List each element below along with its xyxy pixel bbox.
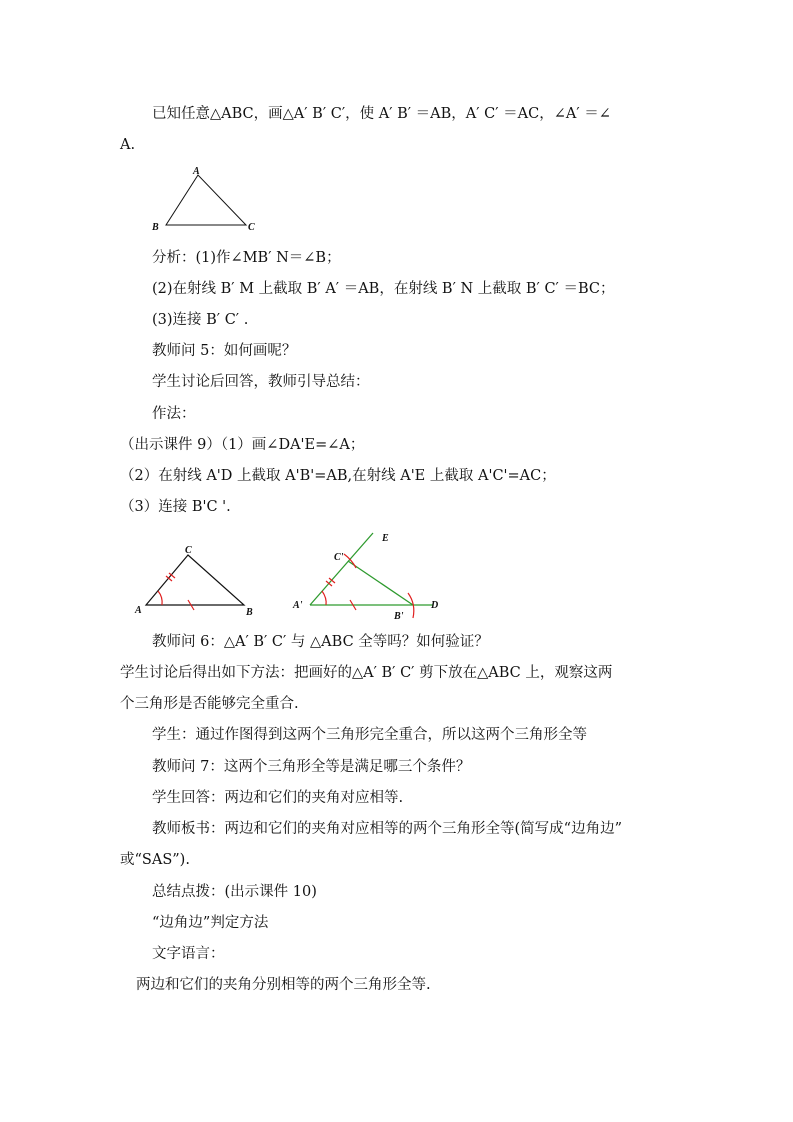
- text-line-20: 总结点拨：(出示课件 10): [152, 884, 317, 900]
- label-a: A: [193, 166, 200, 177]
- text-line-10: （2）在射线 A'D 上截取 A'B'=AB,在射线 A'E 上截取 A'C'=AC；: [120, 468, 556, 484]
- triangle-abc-figure: [148, 165, 268, 235]
- label-c: C: [248, 222, 255, 233]
- label-a: A: [135, 605, 142, 616]
- text-line-11: （3）连接 B'C '.: [120, 499, 231, 515]
- text-line-18: 教师板书：两边和它们的夹角对应相等的两个三角形全等(简写成“边角边”: [152, 821, 622, 837]
- text-line-23: 两边和它们的夹角分别相等的两个三角形全等.: [136, 977, 431, 993]
- segment-b-c: [348, 561, 413, 605]
- text-line-22: 文字语言：: [152, 946, 225, 962]
- text-line-7: 学生讨论后回答，教师引导总结：: [152, 374, 370, 390]
- text-line-13: 学生讨论后得出如下方法：把画好的△A′ B′ C′ 剪下放在△ABC 上，观察这两: [120, 665, 613, 681]
- text-line-5: (3)连接 B′ C′ .: [152, 312, 249, 328]
- text-line-3: 分析：(1)作∠MB′ N＝∠B；: [152, 250, 341, 266]
- text-line-4: (2)在射线 B′ M 上截取 B′ A′ ＝AB，在射线 B′ N 上截取 B′ C′ ＝BC；: [152, 281, 615, 297]
- label-b: B: [246, 607, 253, 618]
- triangle-a-b-c-prime-figure: [290, 528, 450, 623]
- triangle-abc-shape: [166, 175, 246, 225]
- text-line-15: 学生：通过作图得到这两个三角形完全重合，所以这两个三角形全等: [152, 727, 587, 743]
- label-b-prime: B': [394, 611, 404, 622]
- ray-ae: [310, 533, 373, 605]
- triangle-abc-marked-figure: [130, 540, 270, 620]
- text-line-2: A.: [120, 137, 136, 153]
- label-e: E: [382, 533, 389, 544]
- text-line-21: “边角边”判定方法: [152, 915, 269, 931]
- text-line-1: 已知任意△ABC，画△A′ B′ C′，使 A′ B′ ＝AB，A′ C′ ＝AC，∠A′ ＝∠: [152, 106, 611, 122]
- label-b: B: [152, 222, 159, 233]
- label-c: C: [185, 545, 192, 556]
- text-line-17: 学生回答：两边和它们的夹角对应相等.: [152, 790, 404, 806]
- text-line-8: 作法：: [152, 406, 196, 422]
- label-a-prime: A': [293, 600, 303, 611]
- text-line-6: 教师问 5：如何画呢？: [152, 343, 297, 359]
- text-line-12: 教师问 6：△A′ B′ C′ 与 △ABC 全等吗？如何验证？: [152, 634, 489, 650]
- angle-arc-a: [158, 591, 162, 605]
- label-d: D: [431, 600, 439, 611]
- text-line-16: 教师问 7：这两个三角形全等是满足哪三个条件？: [152, 759, 471, 775]
- construction-arc-c: [344, 554, 356, 568]
- text-line-14: 个三角形是否能够完全重合.: [120, 696, 299, 712]
- triangle-abc-marked-shape: [146, 555, 244, 605]
- label-c-prime: C': [334, 552, 344, 563]
- text-line-19: 或“SAS”).: [120, 852, 190, 868]
- text-line-9: （出示课件 9）（1）画∠DA'E=∠A；: [120, 437, 365, 453]
- angle-arc-a: [322, 591, 326, 605]
